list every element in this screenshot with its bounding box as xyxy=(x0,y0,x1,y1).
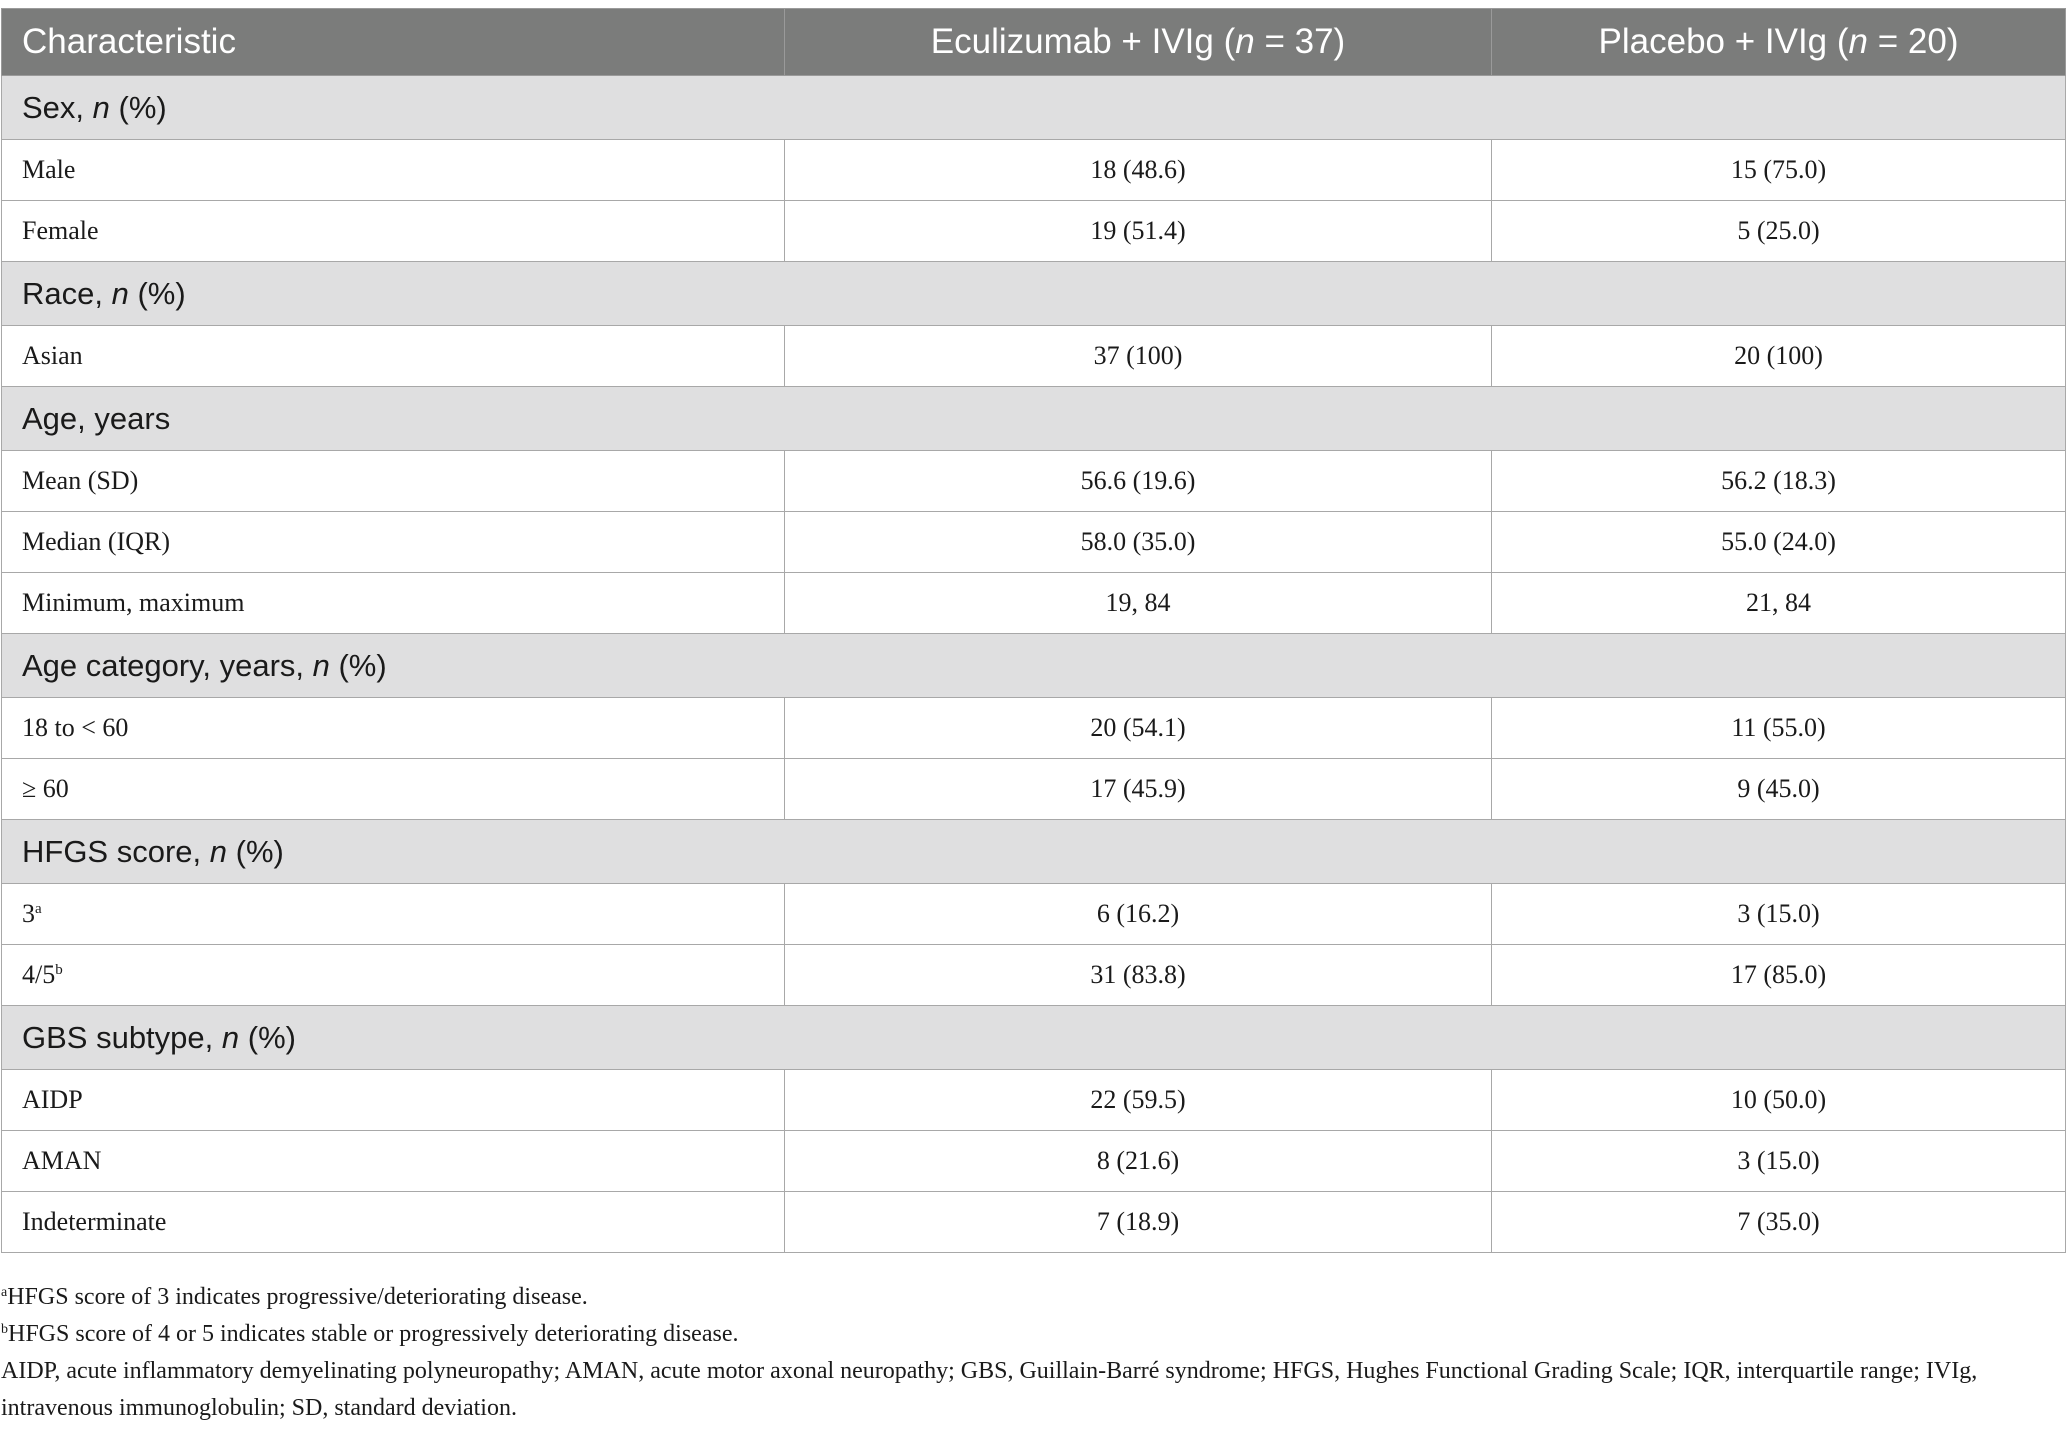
abbreviations-note: AIDP, acute inflammatory demyelinating polyneuropathy; AMAN, acute motor axonal neuropathy; GBS, Guillain-Barré syndrome; HFGS, Hughes Functional Grading Scale; IQR, interquartile range; IVIg, intravenous immunoglobulin; SD, standard deviation. xyxy=(1,1358,1978,1421)
row-label: Median (IQR) xyxy=(2,512,785,573)
placebo-value: 17 (85.0) xyxy=(1492,945,2066,1006)
placebo-value: 10 (50.0) xyxy=(1492,1070,2066,1131)
row-label: Minimum, maximum xyxy=(2,573,785,634)
table-row xyxy=(2,759,2066,820)
eculizumab-value: 31 (83.8) xyxy=(785,945,1492,1006)
placebo-value: 15 (75.0) xyxy=(1492,140,2066,201)
table-row xyxy=(2,698,2066,759)
row-label: Mean (SD) xyxy=(2,451,785,512)
section-gbs-subtype xyxy=(2,1006,2066,1070)
section-age-category xyxy=(2,634,2066,698)
eculizumab-value: 17 (45.9) xyxy=(785,759,1492,820)
footnote-b: $^b$HFGS score of 4 or 5 indicates stable or progressively deteriorating disease. xyxy=(1,1321,739,1347)
placebo-value: 3 (15.0) xyxy=(1492,1131,2066,1192)
eculizumab-value: 56.6 (19.6) xyxy=(785,451,1492,512)
row-label: AMAN xyxy=(2,1131,785,1192)
eculizumab-value: 19, 84 xyxy=(785,573,1492,634)
eculizumab-value: 19 (51.4) xyxy=(785,201,1492,262)
row-label: ≥ 60 xyxy=(2,759,785,820)
table-row xyxy=(2,140,2066,201)
row-label: AIDP xyxy=(2,1070,785,1131)
table-row xyxy=(2,884,2066,945)
section-label: Age category, years, n (%) xyxy=(2,634,2066,698)
section-race xyxy=(2,262,2066,326)
placebo-value: 20 (100) xyxy=(1492,326,2066,387)
placebo-value: 56.2 (18.3) xyxy=(1492,451,2066,512)
table-row xyxy=(2,573,2066,634)
eculizumab-value: 20 (54.1) xyxy=(785,698,1492,759)
table-row xyxy=(2,512,2066,573)
row-label: Female xyxy=(2,201,785,262)
eculizumab-value: 8 (21.6) xyxy=(785,1131,1492,1192)
row-label: 3$^a$ xyxy=(2,884,785,945)
eculizumab-value: 37 (100) xyxy=(785,326,1492,387)
table-row xyxy=(2,451,2066,512)
footnote-marker: b xyxy=(55,962,63,978)
row-label: Indeterminate xyxy=(2,1192,785,1253)
eculizumab-value: 7 (18.9) xyxy=(785,1192,1492,1253)
row-label: 4/5$^b$ xyxy=(2,945,785,1006)
header-row xyxy=(2,9,2066,76)
placebo-value: 5 (25.0) xyxy=(1492,201,2066,262)
placebo-value: 21, 84 xyxy=(1492,573,2066,634)
table-row xyxy=(2,201,2066,262)
row-label: Male xyxy=(2,140,785,201)
eculizumab-value: 58.0 (35.0) xyxy=(785,512,1492,573)
table-row xyxy=(2,945,2066,1006)
section-label: GBS subtype, n (%) xyxy=(2,1006,2066,1070)
placebo-value: 9 (45.0) xyxy=(1492,759,2066,820)
table-row xyxy=(2,1070,2066,1131)
table-footnotes xyxy=(1,1279,2061,1427)
section-label: Sex, n (%) xyxy=(2,76,2066,140)
section-age xyxy=(2,387,2066,451)
placebo-value: 3 (15.0) xyxy=(1492,884,2066,945)
table-row xyxy=(2,1131,2066,1192)
table-row xyxy=(2,1192,2066,1253)
eculizumab-value: 18 (48.6) xyxy=(785,140,1492,201)
section-label: Race, n (%) xyxy=(2,262,2066,326)
header-eculizumab: Eculizumab + IVIg (n = 37) xyxy=(785,9,1492,76)
header-characteristic: Characteristic xyxy=(2,9,785,76)
table-container xyxy=(1,8,2065,1253)
row-label: Asian xyxy=(2,326,785,387)
placebo-value: 11 (55.0) xyxy=(1492,698,2066,759)
eculizumab-value: 6 (16.2) xyxy=(785,884,1492,945)
section-label: Age, years xyxy=(2,387,2066,451)
eculizumab-value: 22 (59.5) xyxy=(785,1070,1492,1131)
placebo-value: 55.0 (24.0) xyxy=(1492,512,2066,573)
section-sex xyxy=(2,76,2066,140)
characteristics-table xyxy=(1,8,2066,1253)
placebo-value: 7 (35.0) xyxy=(1492,1192,2066,1253)
section-label: HFGS score, n (%) xyxy=(2,820,2066,884)
table-row xyxy=(2,326,2066,387)
row-label: 18 to < 60 xyxy=(2,698,785,759)
footnote-marker: a xyxy=(35,901,42,917)
section-hfgs xyxy=(2,820,2066,884)
header-placebo: Placebo + IVIg (n = 20) xyxy=(1492,9,2066,76)
footnote-a: $^a$HFGS score of 3 indicates progressive/deteriorating disease. xyxy=(1,1284,588,1310)
